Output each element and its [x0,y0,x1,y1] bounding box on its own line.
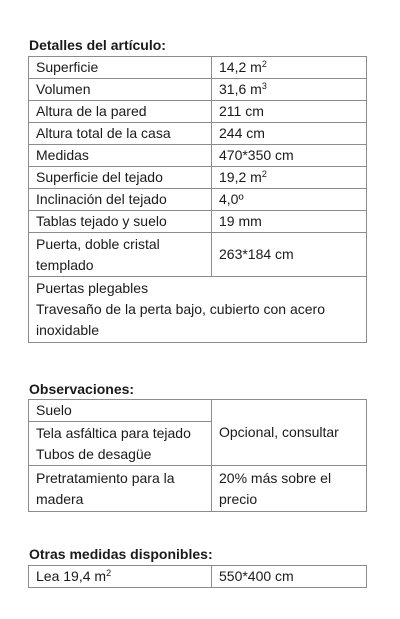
pretreatment-line-1: Pretratamiento para la [36,469,175,486]
detail-label: Superficie [29,57,212,79]
other-size-label-sup: 2 [106,568,112,578]
detail-label: Altura total de la casa [29,123,212,145]
detail-value [212,57,367,79]
detail-value-text: 19 mm [219,213,262,229]
detail-value-sup: 3 [261,81,267,91]
other-sizes-table [28,565,367,588]
observations-title: Observaciones: [29,381,135,397]
observation-line: Tubos de desagüe [36,445,152,462]
detail-value-text: 211 cm [219,103,264,119]
pretreatment-value-line-1: 20% más sobre el [219,469,332,486]
detail-value [212,79,367,101]
table-row [29,277,367,343]
other-size-label-text: Lea 19,4 m [36,568,107,584]
table-row [29,101,367,123]
detail-value-text: 470*350 cm [219,147,294,163]
table-row [29,57,367,79]
other-size-value: 550*400 cm [212,566,367,588]
table-row [29,400,367,422]
observations-table [28,399,367,512]
table-row [29,145,367,167]
detail-value [212,145,367,167]
detail-value-text: 4,0º [219,191,244,207]
table-row [29,211,367,233]
extras-cell [29,277,367,343]
detail-value [212,101,367,123]
detail-label: Inclinación del tejado [29,189,212,211]
observation-item [29,422,212,466]
detail-value-sup: 2 [261,59,267,69]
detail-value [212,123,367,145]
detail-label: Altura de la pared [29,101,212,123]
table-row [29,123,367,145]
pretreatment-value-line-2: precio [219,490,258,507]
extras-line-1: Puertas plegables [36,280,149,296]
observation-line: Tela asfáltica para tejado [36,424,191,441]
pretreatment-line-2: madera [36,490,84,507]
detail-value-text: 14,2 m [219,59,262,75]
extras-line-2: Travesaño de la perta bajo, cubierto con acero [36,301,325,317]
door-label-line-2: templado [36,256,94,273]
observation-item: Suelo [29,400,212,422]
table-row [29,167,367,189]
detail-label: Superficie del tejado [29,167,212,189]
detail-value-text: 19,2 m [219,169,262,185]
table-row [29,233,367,277]
detail-label: Medidas [29,145,212,167]
door-label-line-1: Puerta, doble cristal [36,235,160,252]
table-row [29,566,367,588]
extras-line-3: inoxidable [36,322,100,338]
table-row [29,79,367,101]
detail-value-sup: 2 [261,169,267,179]
door-label-cell [29,233,212,277]
details-table [28,56,367,343]
other-size-label [29,566,212,588]
detail-value [212,211,367,233]
detail-value-text: 244 cm [219,125,265,141]
pretreatment-value-cell [212,466,367,512]
detail-label: Volumen [29,79,212,101]
detail-value [212,189,367,211]
details-title: Detalles del artículo: [29,37,166,53]
table-row [29,189,367,211]
optional-value-cell: Opcional, consultar [212,400,367,466]
other-sizes-title: Otras medidas disponibles: [29,546,213,562]
detail-value-text: 31,6 m [219,81,262,97]
detail-label: Tablas tejado y suelo [29,211,212,233]
table-row [29,466,367,512]
detail-value [212,167,367,189]
pretreatment-label-cell [29,466,212,512]
door-value-cell: 263*184 cm [212,233,367,277]
